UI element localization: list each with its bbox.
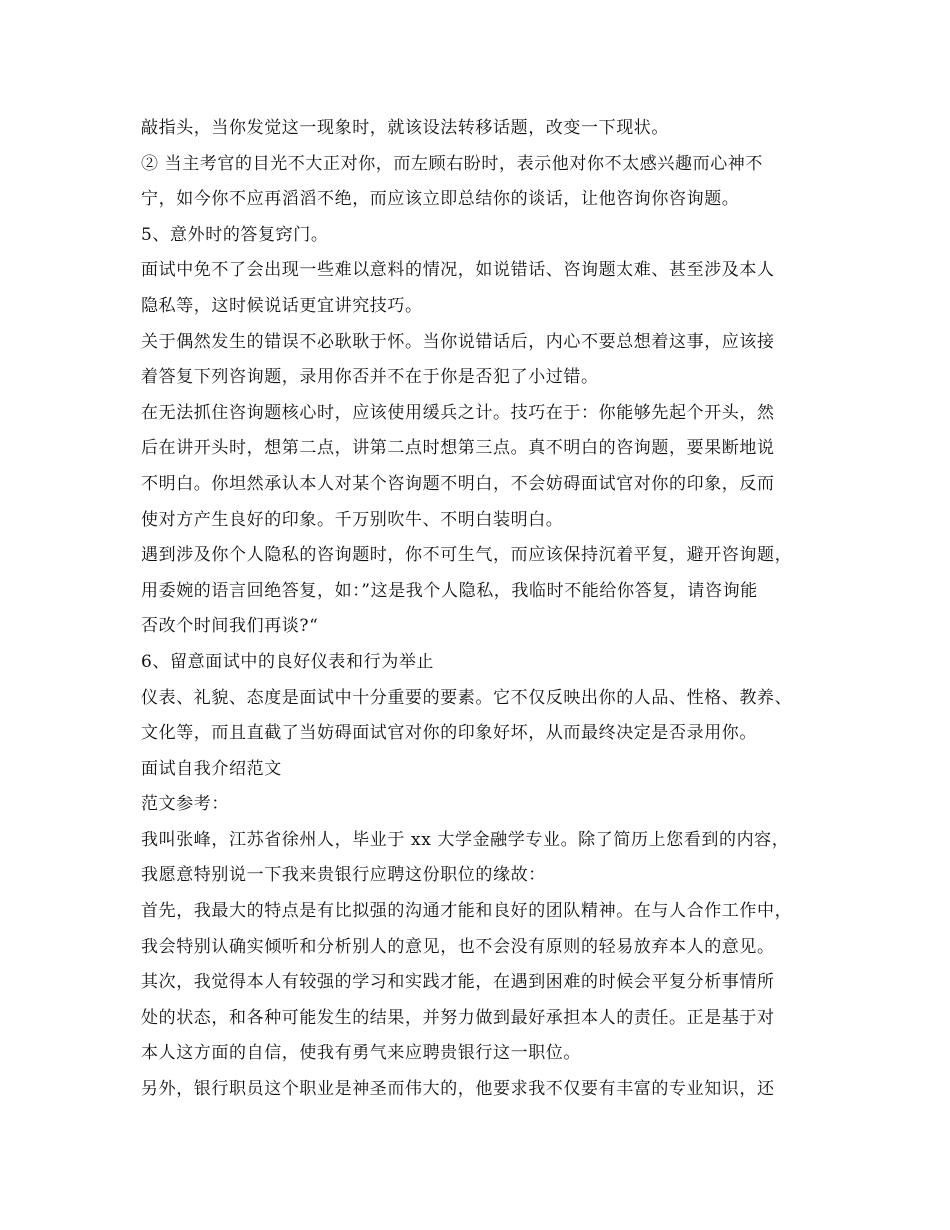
text-line: 使对方产生良好的印象。千万别吹牛、不明白装明白。 — [141, 509, 564, 530]
document-body — [141, 111, 821, 1108]
text-line: 着答复下列咨询题，录用你否并不在于你是否犯了小过错。 — [141, 367, 599, 388]
section-heading: 面试自我介绍范文 — [141, 758, 282, 779]
text-line: 我叫张峰，江苏省徐州人，毕业于 xx 大学金融学专业。除了简历上您看到的内容， — [141, 829, 790, 850]
text-line: 不明白。你坦然承认本人对某个咨询题不明白，不会妨碍面试官对你的印象，反而 — [141, 473, 775, 494]
text-line: 面试中免不了会出现一些难以意料的情况，如说错话、咨询题太难、甚至涉及本人 — [141, 260, 775, 281]
text-line: 文化等，而且直截了当妨碍面试官对你的印象好坏，从而最终决定是否录用你。 — [141, 723, 757, 744]
text-line: 我愿意特别说一下我来贵银行应聘这份职位的缘故： — [141, 865, 546, 886]
text-line: 本人这方面的自信，使我有勇气来应聘贵银行这一职位。 — [141, 1043, 581, 1064]
text-line: 其次，我觉得本人有较强的学习和实践才能，在遇到困难的时候会平复分析事情所 — [141, 972, 775, 993]
text-line: 用委婉的语言回绝答复，如：”这是我个人隐私，我临时不能给你答复，请咨询能 — [141, 580, 758, 601]
text-line: 遇到涉及你个人隐私的咨询题时，你不可生气，而应该保持沉着平复，避开咨询题， — [141, 545, 793, 566]
text-line: 隐私等，这时候说话更宜讲究技巧。 — [141, 295, 423, 316]
text-line: 我会特别认确实倾听和分析别人的意见，也不会没有原则的轻易放弃本人的意见。 — [141, 936, 775, 957]
text-line: 宁，如今你不应再滔滔不绝，而应该立即总结你的谈话，让他咨询你咨询题。 — [141, 189, 740, 210]
section-heading: 6、留意面试中的良好仪表和行为举止 — [141, 651, 435, 672]
text-line: 否改个时间我们再谈?“ — [141, 616, 319, 637]
text-line: 在无法抓住咨询题核心时，应该使用缓兵之计。技巧在于：你能够先起个开头，然 — [141, 402, 775, 423]
section-heading: 5、意外时的答复窍门。 — [141, 224, 329, 245]
text-line: 仪表、礼貌、态度是面试中十分重要的要素。它不仅反映出你的人品、性格、教养、 — [141, 687, 793, 708]
text-line: 敲指头，当你发觉这一现象时，就该设法转移话题，改变一下现状。 — [141, 118, 669, 138]
text-line: ② 当主考官的目光不大正对你，而左顾右盼时，表示他对你不太感兴趣而心神不 — [141, 153, 764, 174]
text-line: 另外，银行职员这个职业是神圣而伟大的，他要求我不仅要有丰富的专业知识，还 — [141, 1079, 775, 1100]
text-line: 范文参考： — [141, 794, 229, 815]
text-line: 首先，我最大的特点是有比拟强的沟通才能和良好的团队精神。在与人合作工作中， — [141, 901, 793, 922]
text-line: 后在讲开头时，想第二点，讲第二点时想第三点。真不明白的咨询题，要果断地说 — [141, 438, 775, 459]
text-line: 处的状态，和各种可能发生的结果，并努力做到最好承担本人的责任。正是基于对 — [141, 1007, 775, 1028]
text-line: 关于偶然发生的错误不必耿耿于怀。当你说错话后，内心不要总想着这事，应该接 — [141, 331, 775, 352]
